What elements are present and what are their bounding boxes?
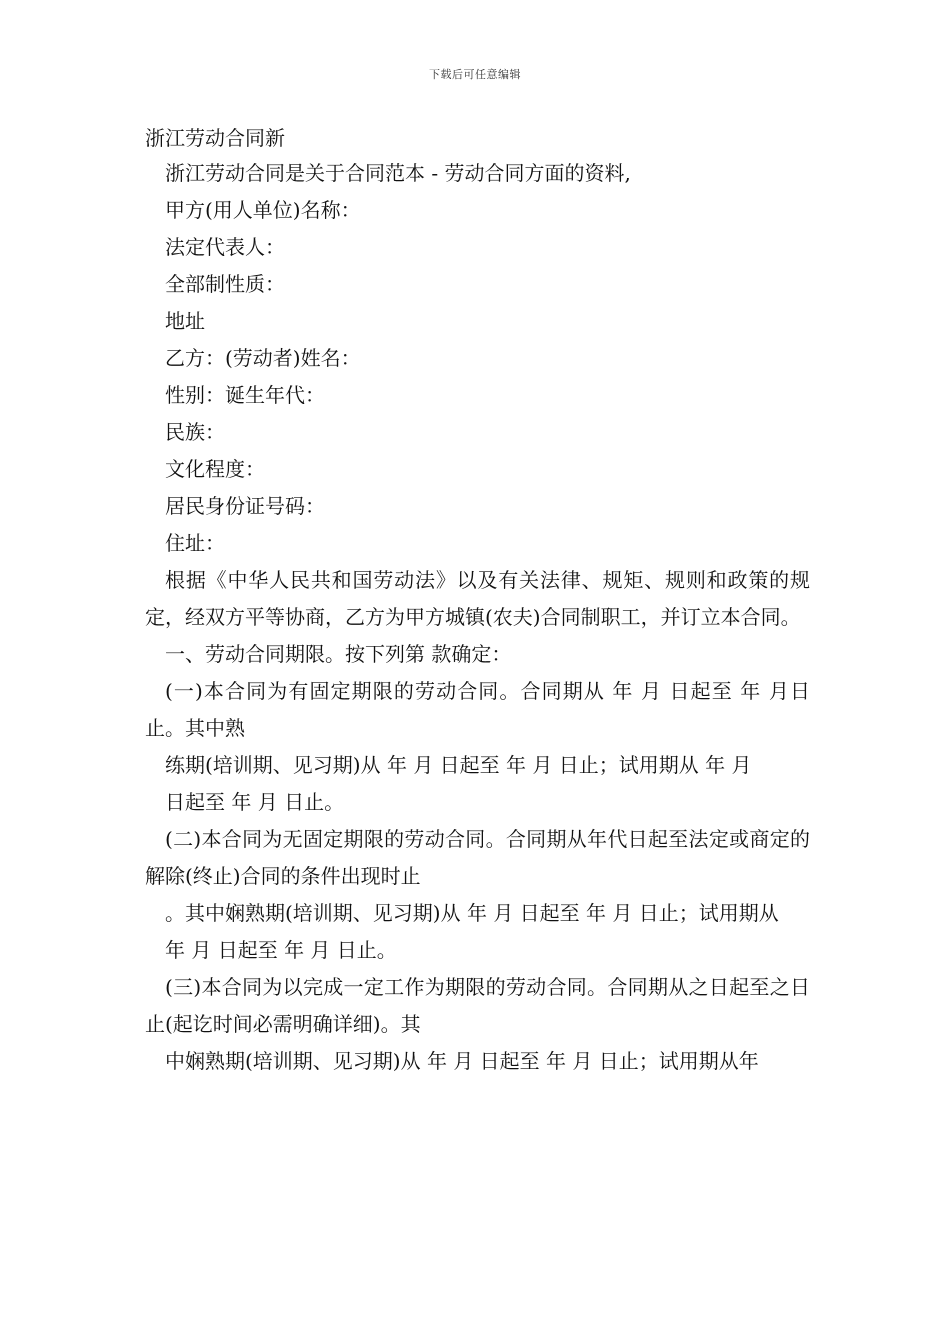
ownership-nature-field: 全部制性质： xyxy=(165,272,285,296)
education-field: 文化程度： xyxy=(165,457,265,481)
item-1-paragraph: (一)本合同为有固定期限的劳动合同。合同期从 年 月 日起至 年 月日止。其中熟 xyxy=(145,679,810,740)
page-header-note: 下载后可任意编辑 xyxy=(429,68,521,81)
residence-field: 住址： xyxy=(165,531,225,555)
item-3-continuation: 中娴熟期(培训期、见习期)从 年 月 日起至 年 月 日止；试用期从年 xyxy=(165,1049,759,1073)
section-1-heading: 一、劳动合同期限。按下列第 款确定： xyxy=(165,642,512,666)
party-a-name-field: 甲方(用人单位)名称： xyxy=(165,198,361,222)
ethnicity-field: 民族： xyxy=(165,420,225,444)
intro-line: 浙江劳动合同是关于合同范本 - 劳动合同方面的资料, xyxy=(165,161,631,185)
document-title: 浙江劳动合同新 xyxy=(145,126,285,150)
item-2-paragraph: (二)本合同为无固定期限的劳动合同。合同期从年代日起至法定或商定的解除(终止)合同的条件出现时止 xyxy=(145,827,810,888)
gender-birth-field: 性别：诞生年代： xyxy=(165,383,325,407)
basis-paragraph: 根据《中华人民共和国劳动法》以及有关法律、规矩、规则和政策的规定，经双方平等协商，乙方为甲方城镇(农夫)合同制职工，并订立本合同。 xyxy=(145,568,810,629)
legal-representative-field: 法定代表人： xyxy=(165,235,285,259)
item-3-paragraph: (三)本合同为以完成一定工作为期限的劳动合同。合同期从之日起至之日止(起讫时间必需明确详细)。其 xyxy=(145,975,810,1036)
item-2-continuation-2: 年 月 日起至 年 月 日止。 xyxy=(165,938,397,962)
party-b-name-field: 乙方：(劳动者)姓名： xyxy=(165,346,361,370)
address-field: 地址 xyxy=(165,309,205,333)
item-1-continuation: 练期(培训期、见习期)从 年 月 日起至 年 月 日止；试用期从 年 月 xyxy=(165,753,752,777)
id-number-field: 居民身份证号码： xyxy=(165,494,325,518)
document-body xyxy=(145,155,810,1080)
item-2-continuation: 。其中娴熟期(培训期、见习期)从 年 月 日起至 年 月 日止；试用期从 xyxy=(165,901,779,925)
item-1-continuation-2: 日起至 年 月 日止。 xyxy=(165,790,345,814)
